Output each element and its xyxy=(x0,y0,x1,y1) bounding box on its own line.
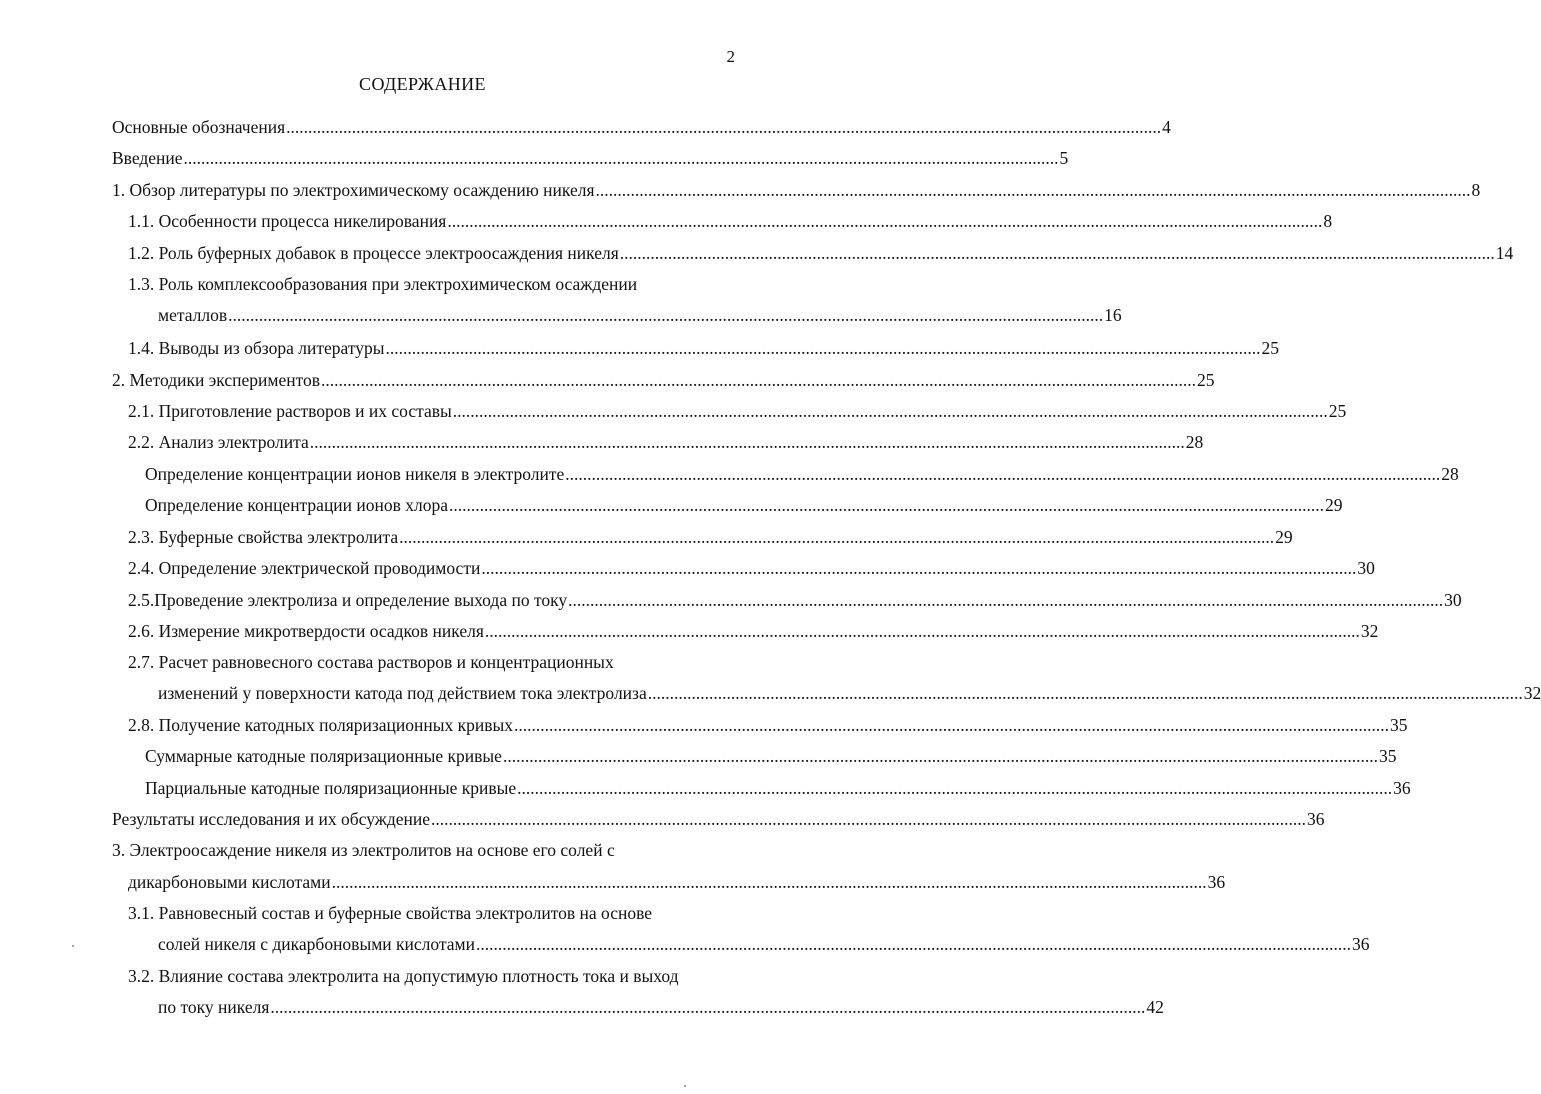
toc-entry-page: 36 xyxy=(1351,934,1370,954)
toc-entry-label: 1.3. Роль комплексообразования при электрохимическом осаждении xyxy=(128,274,638,294)
dot-leader: ........................................................................................................................................................................................................ xyxy=(309,432,1185,452)
toc-entry[interactable] xyxy=(128,400,1347,422)
toc-entry-page: 14 xyxy=(1495,243,1514,263)
dot-leader: ........................................................................................................................................................................................................ xyxy=(475,934,1351,954)
dot-leader: ........................................................................................................................................................................................................ xyxy=(183,148,1059,168)
toc-entry-label: 2.8. Получение катодных поляризационных кривых xyxy=(128,715,514,735)
dot-leader: ........................................................................................................................................................................................................ xyxy=(481,558,1357,578)
dot-leader: ........................................................................................................................................................................................................ xyxy=(270,997,1146,1017)
toc-entry[interactable] xyxy=(112,116,1171,138)
toc-entry-label: изменений у поверхности катода под действием тока электролиза xyxy=(158,683,647,703)
dot-leader: ........................................................................................................................................................................................................ xyxy=(647,683,1523,703)
toc-entry-page: 25 xyxy=(1328,401,1347,421)
toc-entry[interactable] xyxy=(112,147,1069,169)
dot-leader: ........................................................................................................................................................................................................ xyxy=(619,243,1495,263)
toc-entry[interactable] xyxy=(158,304,1122,326)
toc-entry-label: 2.2. Анализ электролита xyxy=(128,432,309,452)
toc-entry-label: Основные обозначения xyxy=(112,117,286,137)
dot-leader: ........................................................................................................................................................................................................ xyxy=(517,778,1393,798)
toc-entry-page: 35 xyxy=(1378,746,1397,766)
toc-entry[interactable] xyxy=(128,273,637,295)
dot-leader: ........................................................................................................................................................................................................ xyxy=(321,370,1197,390)
scan-speck xyxy=(72,945,74,947)
page-number: 2 xyxy=(726,47,735,66)
toc-entry[interactable] xyxy=(128,871,1226,893)
toc-entry[interactable] xyxy=(128,431,1204,453)
toc-entry-label: 2.3. Буферные свойства электролита xyxy=(128,527,399,547)
toc-title: СОДЕРЖАНИЕ xyxy=(359,74,486,94)
dot-leader: ........................................................................................................................................................................................................ xyxy=(385,338,1261,358)
toc-entry-page: 28 xyxy=(1185,432,1204,452)
toc-entry[interactable] xyxy=(158,996,1164,1018)
dot-leader: ........................................................................................................................................................................................................ xyxy=(447,211,1323,231)
toc-entry-label: Определение концентрации ионов никеля в электролите xyxy=(145,464,565,484)
dot-leader: ........................................................................................................................................................................................................ xyxy=(399,527,1275,547)
dot-leader: ........................................................................................................................................................................................................ xyxy=(331,872,1207,892)
toc-entry-label: 2.6. Измерение микротвердости осадков никеля xyxy=(128,621,484,641)
toc-entry-label: 2.7. Расчет равновесного состава растворов и концентрационных xyxy=(128,652,614,672)
toc-entry[interactable] xyxy=(158,933,1370,955)
toc-entry[interactable] xyxy=(112,179,1481,201)
toc-entry-page: 32 xyxy=(1523,683,1541,703)
toc-entry-page: 30 xyxy=(1444,590,1462,610)
toc-entry-page: 32 xyxy=(1360,621,1379,641)
toc-entry[interactable] xyxy=(112,839,615,861)
toc-entry-label: Введение xyxy=(112,148,183,168)
toc-entry[interactable] xyxy=(128,714,1408,736)
toc-entry[interactable] xyxy=(112,369,1215,391)
toc-entry-page: 25 xyxy=(1261,338,1279,358)
toc-entry-page: 28 xyxy=(1441,464,1459,484)
toc-entry[interactable] xyxy=(112,808,1325,830)
toc-entry-label: солей никеля с дикарбоновыми кислотами xyxy=(158,934,475,954)
dot-leader: ........................................................................................................................................................................................................ xyxy=(228,305,1104,325)
toc-entry-page: 5 xyxy=(1059,148,1069,168)
toc-entry-page: 29 xyxy=(1275,527,1293,547)
dot-leader: ........................................................................................................................................................................................................ xyxy=(502,746,1378,766)
toc-entry-page: 35 xyxy=(1390,715,1408,735)
toc-entry-page: 36 xyxy=(1307,809,1325,829)
toc-entry-label: 2.5.Проведение электролиза и определение выхода по току xyxy=(128,590,568,610)
toc-entry[interactable] xyxy=(145,745,1397,767)
toc-entry[interactable] xyxy=(128,620,1379,642)
dot-leader: ........................................................................................................................................................................................................ xyxy=(565,464,1441,484)
toc-entry-label: 1.2. Роль буферных добавок в процессе электроосаждения никеля xyxy=(128,243,619,263)
toc-entry-page: 16 xyxy=(1104,305,1122,325)
toc-entry[interactable] xyxy=(128,557,1375,579)
toc-entry-label: 1.1. Особенности процесса никелирования xyxy=(128,211,447,231)
toc-entry[interactable] xyxy=(145,463,1459,485)
toc-entry[interactable] xyxy=(128,965,679,987)
toc-entry[interactable] xyxy=(128,902,652,924)
toc-entry-label: 3. Электроосаждение никеля из электролитов на основе его солей с xyxy=(112,840,615,860)
toc-entry-label: 3.1. Равновесный состав и буферные свойства электролитов на основе xyxy=(128,903,653,923)
toc-entry-page: 8 xyxy=(1471,180,1481,200)
toc-entry[interactable] xyxy=(128,337,1279,359)
toc-entry-page: 30 xyxy=(1357,558,1375,578)
toc-entry-label: Результаты исследования и их обсуждение xyxy=(112,809,430,829)
toc-entry-label: 2. Методики экспериментов xyxy=(112,370,321,390)
toc-entry-label: 3.2. Влияние состава электролита на допустимую плотность тока и выход xyxy=(128,966,679,986)
dot-leader: ........................................................................................................................................................................................................ xyxy=(449,495,1325,515)
toc-entry-page: 8 xyxy=(1323,211,1333,231)
toc-entry[interactable] xyxy=(128,526,1293,548)
toc-entry-label: по току никеля xyxy=(158,997,270,1017)
toc-entry-label: металлов xyxy=(158,305,228,325)
toc-entry-page: 4 xyxy=(1162,117,1171,137)
dot-leader: ........................................................................................................................................................................................................ xyxy=(286,117,1162,137)
toc-entry-label: Парциальные катодные поляризационные кривые xyxy=(145,778,517,798)
toc-entry-page: 29 xyxy=(1325,495,1343,515)
toc-entry-label: 1.4. Выводы из обзора литературы xyxy=(128,338,385,358)
scan-speck xyxy=(684,1085,686,1087)
toc-entry[interactable] xyxy=(128,651,614,673)
dot-leader: ........................................................................................................................................................................................................ xyxy=(568,590,1444,610)
toc-entry-label: 1. Обзор литературы по электрохимическому осаждению никеля xyxy=(112,180,595,200)
dot-leader: ........................................................................................................................................................................................................ xyxy=(514,715,1390,735)
toc-entry[interactable] xyxy=(128,242,1514,264)
toc-entry-page: 36 xyxy=(1393,778,1411,798)
toc-entry-page: 25 xyxy=(1197,370,1215,390)
dot-leader: ........................................................................................................................................................................................................ xyxy=(452,401,1328,421)
toc-entry[interactable] xyxy=(145,494,1343,516)
toc-entry-label: Определение концентрации ионов хлора xyxy=(145,495,449,515)
dot-leader: ........................................................................................................................................................................................................ xyxy=(484,621,1360,641)
toc-entry-label: 2.4. Определение электрической проводимости xyxy=(128,558,481,578)
toc-entry-label: дикарбоновыми кислотами xyxy=(128,872,331,892)
toc-entry-label: 2.1. Приготовление растворов и их составы xyxy=(128,401,452,421)
toc-entry-label: Суммарные катодные поляризационные кривые xyxy=(145,746,502,766)
toc-entry[interactable] xyxy=(158,682,1541,704)
toc-entry[interactable] xyxy=(145,777,1411,799)
dot-leader: ........................................................................................................................................................................................................ xyxy=(595,180,1471,200)
toc-entry[interactable] xyxy=(128,210,1333,232)
toc-entry-page: 36 xyxy=(1207,872,1226,892)
toc-entry[interactable] xyxy=(128,589,1462,611)
dot-leader: ........................................................................................................................................................................................................ xyxy=(431,809,1306,829)
toc-entry-page: 42 xyxy=(1146,997,1164,1017)
